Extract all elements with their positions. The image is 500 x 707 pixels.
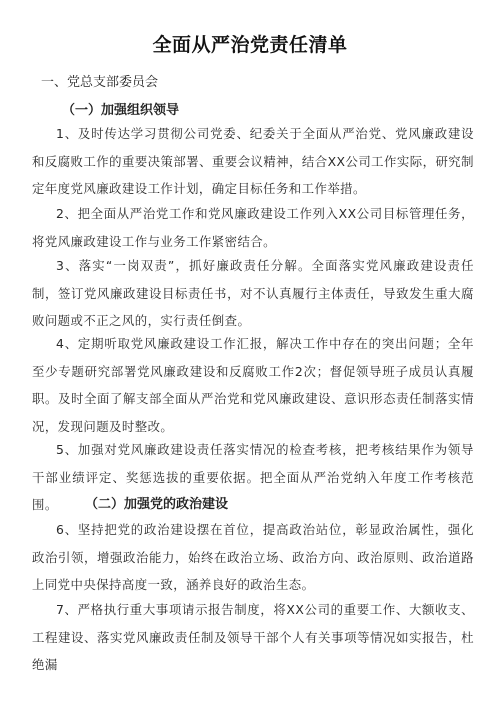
paragraph-4: 4、定期听取党风廉政建设工作汇报，解决工作中存在的突出问题；全年至少专题研究部署党风廉政建设和反腐败工作2次；督促领导班子成员认真履职。及时全面了解支部全面从严治党和党风廉政建设、意识形态责任制落实情况，发现问题及时整改。	[32, 336, 474, 434]
paragraph-3: 3、落实“一岗双责”，抓好廉政责任分解。全面落实党风廉政建设责任制，签订党风廉政建设目标责任书，对不认真履行主体责任，导致发生重大腐败问题或不正之风的，实行责任倒查。	[32, 258, 474, 328]
paragraph-1: 1、及时传达学习贯彻公司党委、纪委关于全面从严治党、党风廉政建设和反腐败工作的重要决策部署、重要会议精神，结合XX公司工作实际，研究制定年度党风廉政建设工作计划，确定目标任务和工作举措。	[32, 126, 474, 196]
section-heading-1: 一、党总支部委员会	[41, 75, 159, 90]
subsection-heading-2: （二）加强党的政治建设	[85, 497, 229, 512]
paragraph-5: 5、加强对党风廉政建设责任落实情况的检查考核，把考核结果作为领导干部业绩评定、奖惩选拔的重要依据。把全面从严治党纳入年度工作考核范围。	[32, 442, 474, 512]
subsection-heading-1: （一）加强组织领导	[62, 103, 180, 118]
paragraph-7: 7、严格执行重大事项请示报告制度，将XX公司的重要工作、大额收支、工程建设、落实党风廉政责任制及领导干部个人有关事项等情况如实报告，杜绝漏	[32, 602, 474, 672]
paragraph-2: 2、把全面从严治党工作和党风廉政建设工作列入XX公司目标管理任务，将党风廉政建设工作与业务工作紧密结合。	[32, 206, 474, 249]
paragraph-6: 6、坚持把党的政治建设摆在首位，提高政治站位，彰显政治属性，强化政治引领，增强政治能力，始终在政治立场、政治方向、政治原则、政治道路上同党中央保持高度一致，涵养良好的政治生态。	[32, 522, 474, 592]
document-title: 全面从严治党责任清单	[152, 34, 348, 56]
